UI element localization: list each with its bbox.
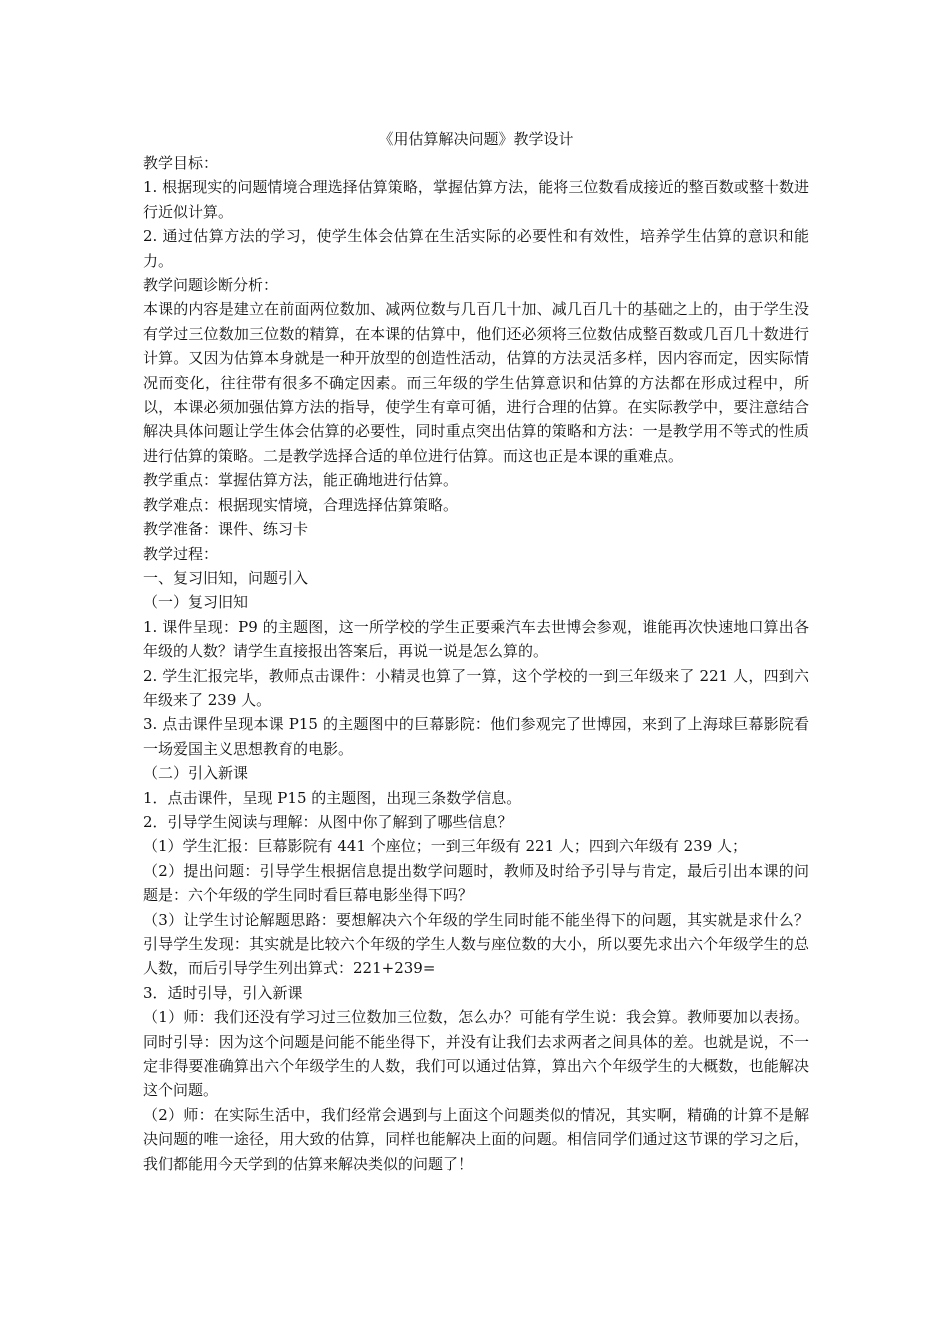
- document-title: 《用估算解决问题》教学设计: [378, 130, 574, 148]
- paragraph: （二）引入新课: [143, 764, 249, 783]
- paragraph: 3．适时引导，引入新课: [143, 983, 303, 1002]
- paragraph: 教学问题诊断分析：: [143, 276, 279, 295]
- document-body: [143, 127, 809, 1176]
- paragraph: 2. 学生汇报完毕，教师点击课件：小精灵也算了一算，这个学校的一到三年级来了 221 人，四到六年级来了 239 人。: [143, 666, 809, 709]
- paragraph-list: [143, 151, 809, 1176]
- paragraph: 1. 根据现实的问题情境合理选择估算策略，掌握估算方法，能将三位数看成接近的整百数或整十数进行近似计算。: [143, 178, 809, 221]
- paragraph: 本课的内容是建立在前面两位数加、减两位数与几百几十加、减几百几十的基础之上的，由于学生没有学过三位数加三位数的精算，在本课的估算中，他们还必须将三位数估成整百数或几百几十数进行计算。又因为估算本身就是一种开放型的创造性活动，估算的方法灵活多样，因内容而定，因实际情况而变化，往往带有很多不确定因素。而三年级的学生估算意识和估算的方法都在形成过程中，所以，本课必须加强估算方法的指导，使学生有章可循，进行合理的估算。在实际教学中，要注意结合解决具体问题让学生体会估算的必要性，同时重点突出估算的策略和方法：一是教学用不等式的性质进行估算的策略。二是教学选择合适的单位进行估算。而这也正是本课的重难点。: [143, 300, 809, 465]
- paragraph: （2）师：在实际生活中，我们经常会遇到与上面这个问题类似的情况，其实啊，精确的计算不是解决问题的唯一途径，用大致的估算，同样也能解决上面的问题。相信同学们通过这节课的学习之后，我们都能用今天学到的估算来解决类似的问题了！: [143, 1105, 809, 1173]
- paragraph: 一、复习旧知，问题引入: [143, 568, 309, 587]
- paragraph: 2. 通过估算方法的学习，使学生体会估算在生活实际的必要性和有效性，培养学生估算的意识和能力。: [143, 227, 809, 270]
- paragraph: 教学准备：课件、练习卡: [143, 520, 309, 539]
- paragraph: 1．点击课件，呈现 P15 的主题图，出现三条数学信息。: [143, 788, 522, 807]
- paragraph: （3）让学生讨论解题思路：要想解决六个年级的学生同时能不能坐得下的问题，其实就是求什么？引导学生发现：其实就是比较六个年级的学生人数与座位数的大小，所以要先求出六个年级学生的总人数，而后引导学生列出算式：221+239=: [143, 910, 809, 978]
- paragraph: 2．引导学生阅读与理解：从图中你了解到了哪些信息？: [143, 812, 513, 831]
- paragraph: （1）学生汇报：巨幕影院有 441 个座位；一到三年级有 221 人；四到六年级有 239 人；: [143, 837, 748, 856]
- paragraph: （2）提出问题：引导学生根据信息提出数学问题时，教师及时给予引导与肯定，最后引出本课的问题是：六个年级的学生同时看巨幕电影坐得下吗？: [143, 861, 809, 905]
- paragraph: （1）师：我们还没有学习过三位数加三位数，怎么办？可能有学生说：我会算。教师要加以表扬。同时引导：因为这个问题是问能不能坐得下，并没有让我们去求两者之间具体的差。也就是说，不一定非得要准确算出六个年级学生的人数，我们可以通过估算，算出六个年级学生的大概数，也能解决这个问题。: [143, 1008, 809, 1100]
- paragraph: 教学目标：: [143, 154, 219, 172]
- paragraph: 3. 点击课件呈现本课 P15 的主题图中的巨幕影院：他们参观完了世博园，来到了上海球巨幕影院看一场爱国主义思想教育的电影。: [143, 715, 809, 758]
- paragraph: 1. 课件呈现：P9 的主题图，这一所学校的学生正要乘汽车去世博会参观，谁能再次快速地口算出各年级的人数？请学生直接报出答案后，再说一说是怎么算的。: [143, 617, 809, 661]
- paragraph: 教学过程：: [143, 544, 219, 563]
- paragraph: 教学难点：根据现实情境，合理选择估算策略。: [143, 495, 459, 514]
- paragraph: （一）复习旧知: [143, 593, 249, 612]
- paragraph: 教学重点：掌握估算方法，能正确地进行估算。: [143, 471, 459, 490]
